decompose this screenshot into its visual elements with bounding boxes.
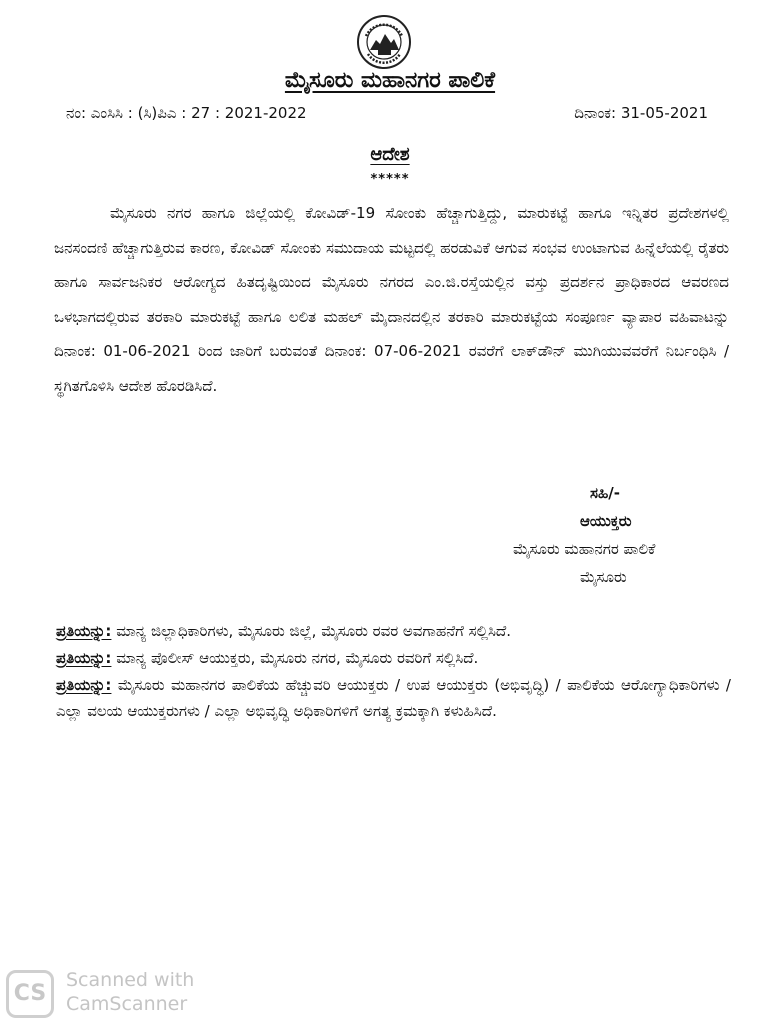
- camscanner-logo-icon: CS: [6, 970, 54, 1018]
- copy-to-item: [56, 645, 731, 671]
- copy-to-item: [56, 618, 731, 644]
- copy-to-label: ಪ್ರತಿಯನ್ನು:: [56, 622, 112, 640]
- document-title: ಮೈಸೂರು ಮಹಾನಗರ ಪಾಲಿಕೆ: [284, 68, 496, 93]
- signature-signed: ಸಹಿ/-: [590, 484, 620, 502]
- copy-to-label: ಪ್ರತಿಯನ್ನು:: [56, 676, 112, 694]
- reference-number: ನಂ: ಎಂಸಿಸಿ : (ಸಿ)ಪಿಎ : 27 : 2021-2022: [66, 104, 307, 122]
- order-heading: ಆದೇಶ: [370, 144, 410, 165]
- signature-designation: ಆಯುಕ್ತರು: [580, 512, 632, 530]
- corporation-emblem-icon: [356, 14, 412, 70]
- copy-to-item: [56, 672, 731, 724]
- watermark-text: [66, 968, 194, 1016]
- order-body: ಮೈಸೂರು ನಗರ ಹಾಗೂ ಜಿಲ್ಲೆಯಲ್ಲಿ ಕೋವಿಡ್-19 ಸೋಂಕು ಹೆಚ್ಚಾಗುತ್ತಿದ್ದು, ಮಾರುಕಟ್ಟೆ ಹಾಗೂ ಇನ್ನಿತರ ಪ್ರದೇಶಗಳಲ್ಲಿ ಜನಸಂದಣಿ ಹೆಚ್ಚಾಗುತ್ತಿರುವ ಕಾರಣ, ಕೋವಿಡ್ ಸೋಂಕು ಸಮುದಾಯ ಮಟ್ಟದಲ್ಲಿ ಹರಡುವಿಕೆ ಆಗುವ ಸಂಭವ ಉಂಟಾಗುವ ಹಿನ್ನೆಲೆಯಲ್ಲಿ ರೈತರು ಹಾಗೂ ಸಾರ್ವಜನಿಕರ ಆರೋಗ್ಯದ ಹಿತದೃಷ್ಟಿಯಿಂದ ಮೈಸೂರು ನಗರದ ಎಂ.ಜಿ.ರಸ್ತೆಯಲ್ಲಿನ ವಸ್ತು ಪ್ರದರ್ಶನ ಪ್ರಾಧಿಕಾರದ ಆವರಣದ ಒಳಭಾಗದಲ್ಲಿರುವ ತರಕಾರಿ ಮಾರುಕಟ್ಟೆ ಹಾಗೂ ಲಲಿತ ಮಹಲ್ ಮೈದಾನದಲ್ಲಿನ ತರಕಾರಿ ಮಾರುಕಟ್ಟೆಯ ಸಂಪೂರ್ಣ ವ್ಯಾಪಾರ ವಹಿವಾಟನ್ನು ದಿನಾಂಕ: 01-06-2021 ರಿಂದ ಜಾರಿಗೆ ಬರುವಂತೆ ದಿನಾಂಕ: 07-06-2021 ರವರೆಗೆ ಲಾಕ್‌ಡೌನ್ ಮುಗಿಯುವವರೆಗೆ ನಿರ್ಬಂಧಿಸಿ / ಸ್ಥಗಿತಗೊಳಿಸಿ ಆದೇಶ ಹೊರಡಿಸಿದೆ.: [54, 204, 729, 395]
- copy-to-list: [56, 618, 731, 725]
- order-date: ದಿನಾಂಕ: 31-05-2021: [574, 104, 708, 122]
- copy-to-text: ಮೈಸೂರು ಮಹಾನಗರ ಪಾಲಿಕೆಯ ಹೆಚ್ಚುವರಿ ಆಯುಕ್ತರು / ಉಪ ಆಯುಕ್ತರು (ಅಭಿವೃದ್ಧಿ) / ಪಾಲಿಕೆಯ ಆರೋಗ್ಯಾಧಿಕಾರಿಗಳು / ಎಲ್ಲಾ ವಲಯ ಆಯುಕ್ತರುಗಳು / ಎಲ್ಲಾ ಅಭಿವೃದ್ಧಿ ಅಧಿಕಾರಿಗಳಿಗೆ ಅಗತ್ಯ ಕ್ರಮಕ್ಕಾಗಿ ಕಳುಹಿಸಿದೆ.: [56, 676, 731, 720]
- copy-to-text: ಮಾನ್ಯ ಪೊಲೀಸ್ ಆಯುಕ್ತರು, ಮೈಸೂರು ನಗರ, ಮೈಸೂರು ರವರಿಗೆ ಸಲ್ಲಿಸಿದೆ.: [111, 649, 479, 667]
- copy-to-text: ಮಾನ್ಯ ಜಿಲ್ಲಾಧಿಕಾರಿಗಳು, ಮೈಸೂರು ಜಿಲ್ಲೆ, ಮೈಸೂರು ರವರ ಅವಗಾಹನೆಗೆ ಸಲ್ಲಿಸಿದೆ.: [111, 622, 511, 640]
- watermark-line-2: CamScanner: [66, 993, 188, 1015]
- watermark-line-1: Scanned with: [66, 969, 195, 991]
- signature-place: ಮೈಸೂರು: [580, 568, 627, 586]
- signature-office: ಮೈಸೂರು ಮಹಾನಗರ ಪಾಲಿಕೆ: [513, 540, 656, 558]
- copy-to-label: ಪ್ರತಿಯನ್ನು:: [56, 649, 112, 667]
- separator-stars: *****: [370, 172, 410, 187]
- camscanner-watermark: [6, 968, 226, 1020]
